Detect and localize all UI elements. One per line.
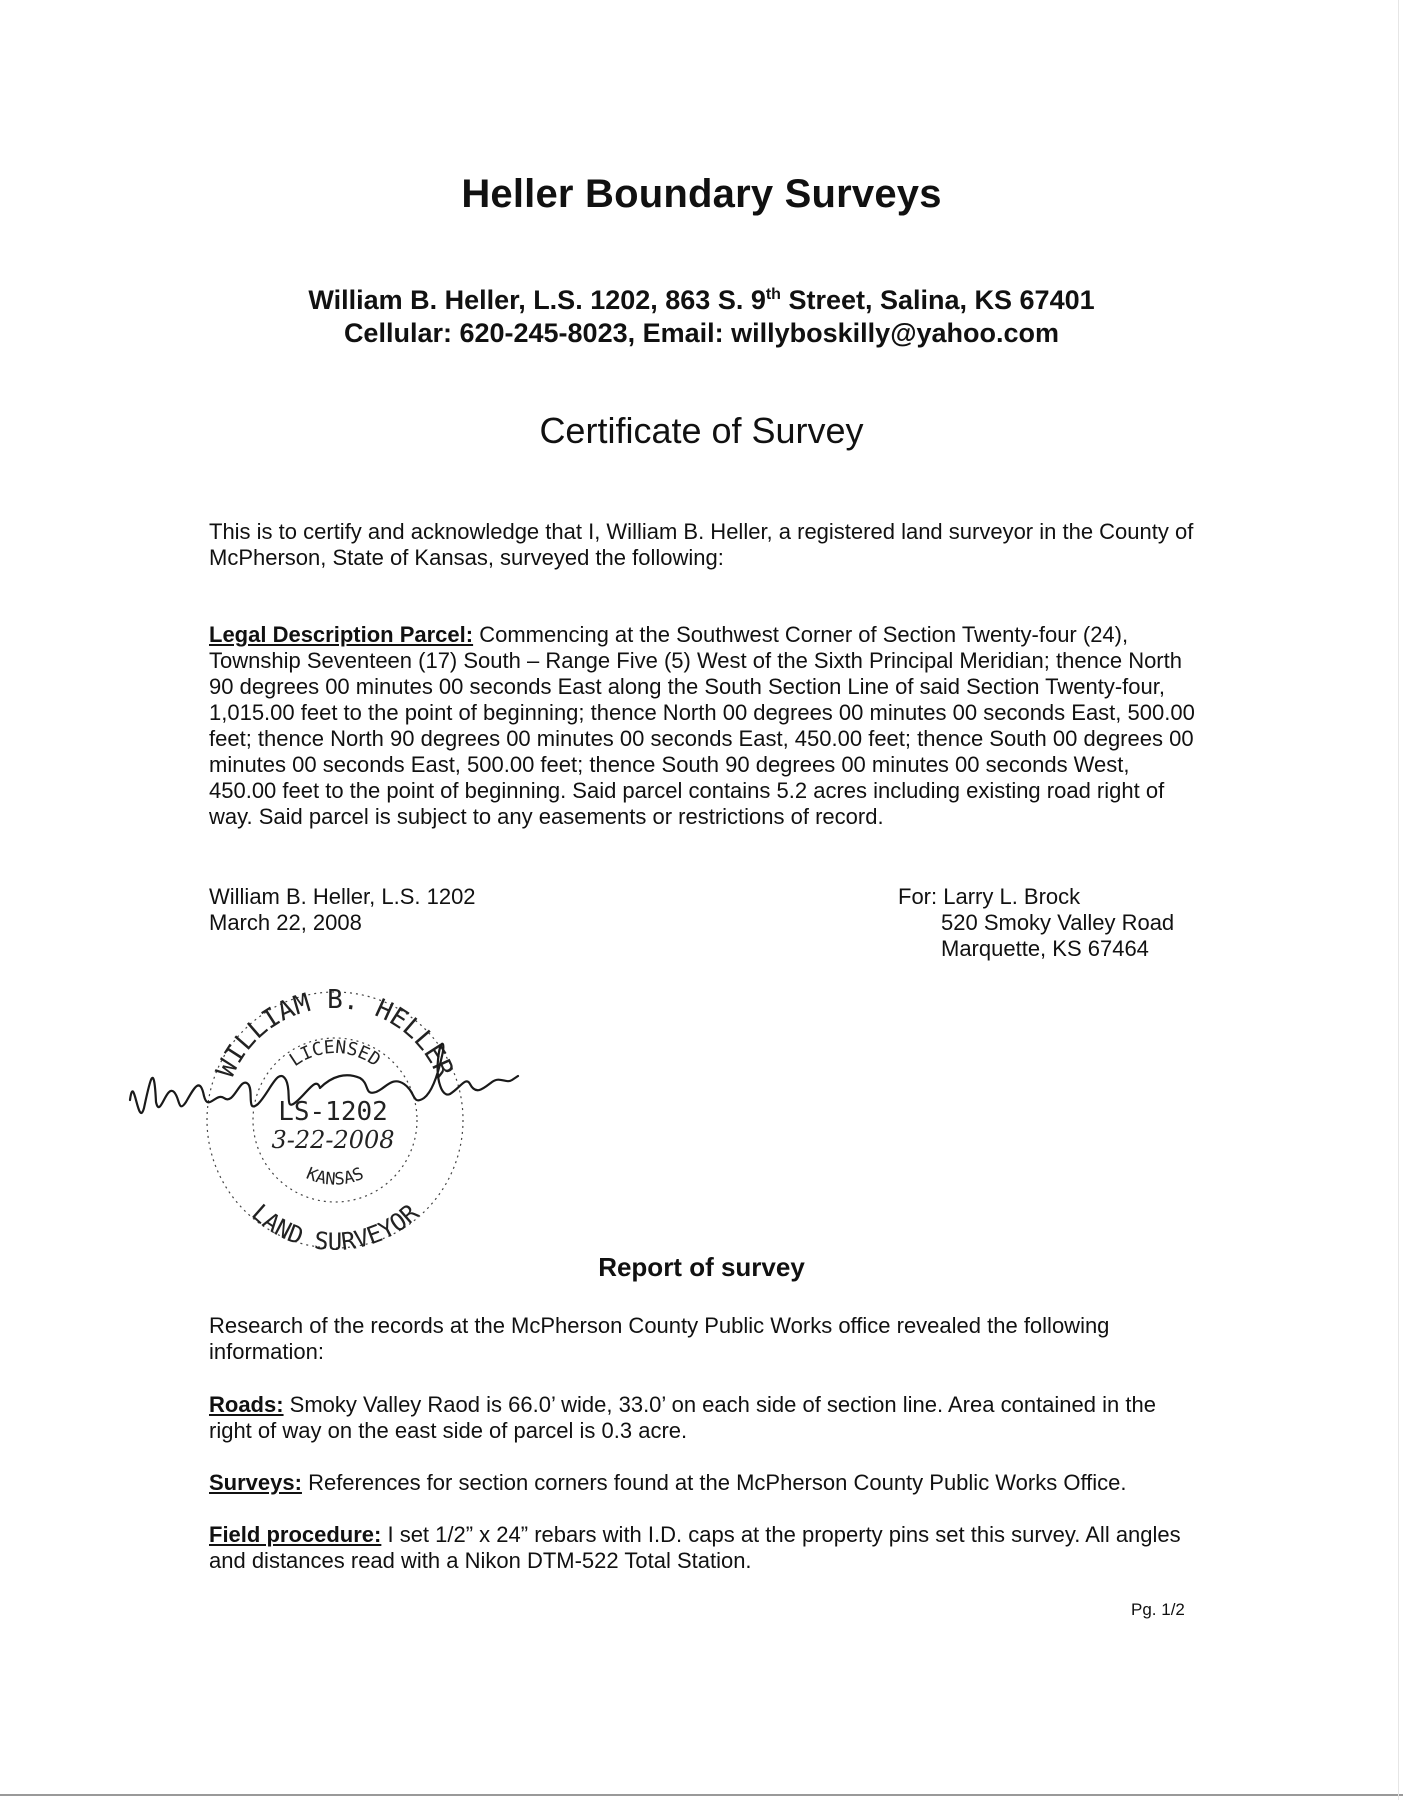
address-line <box>0 284 1403 317</box>
address-line-end: Street, Salina, KS 67401 <box>780 285 1095 315</box>
company-title: Heller Boundary Surveys <box>461 172 942 216</box>
field-procedure-paragraph <box>209 1522 1199 1574</box>
seal-handwritten-date: 3-22-2008 <box>271 1126 395 1154</box>
address-line-start: William B. Heller, L.S. 1202, 863 S. 9 <box>308 285 766 315</box>
address-ordinal-suffix: th <box>765 286 781 303</box>
legal-description-label: Legal Description Parcel: <box>209 622 474 647</box>
legal-description-paragraph <box>209 622 1199 830</box>
client-block <box>898 884 1174 962</box>
field-procedure-label: Field procedure: <box>209 1522 382 1547</box>
certificate-title: Certificate of Survey <box>539 410 864 451</box>
scan-right-edge <box>1398 0 1399 1800</box>
scan-bottom-edge <box>0 1794 1403 1796</box>
seal-top-text: WILLIAM B. HELLER <box>210 985 460 1083</box>
survey-date: March 22, 2008 <box>209 910 362 935</box>
seal-license-number: LS-1202 <box>278 1097 388 1127</box>
seal-licensed-text: LICENSED <box>285 1036 385 1071</box>
surveyor-seal-stamp <box>120 980 520 1250</box>
research-paragraph: Research of the records at the McPherson County Public Works office revealed the following information: <box>209 1313 1110 1364</box>
report-title: Report of survey <box>598 1252 805 1282</box>
surveyor-name: William B. Heller, L.S. 1202 <box>209 884 476 909</box>
seal-bottom-text: LAND SURVEYOR <box>246 1198 424 1250</box>
page-number: Pg. 1/2 <box>1131 1600 1185 1619</box>
seal-state-text: KANSAS <box>303 1163 367 1190</box>
cellular-email-line: Cellular: 620-245-8023, Email: willyboskilly@yahoo.com <box>343 318 1060 348</box>
client-name: For: Larry L. Brock <box>898 884 1081 909</box>
client-street: 520 Smoky Valley Road <box>941 910 1175 935</box>
contact-block <box>0 284 1403 350</box>
roads-label: Roads: <box>209 1392 284 1417</box>
client-city: Marquette, KS 67464 <box>941 936 1149 961</box>
surveys-text: References for section corners found at the McPherson County Public Works Office. <box>301 1470 1127 1495</box>
field-procedure-text: I set 1/2” x 24” rebars with I.D. caps at the property pins set this survey. All angles and distances read with a Nikon DTM-522 Total Station. <box>209 1522 1181 1573</box>
surveys-label: Surveys: <box>209 1470 302 1495</box>
roads-paragraph <box>209 1392 1199 1444</box>
certification-statement: This is to certify and acknowledge that I, William B. Heller, a registered land surveyor in the County of McPherson, State of Kansas, surveyed the following: <box>209 519 1194 570</box>
roads-text: Smoky Valley Raod is 66.0’ wide, 33.0’ on each side of section line. Area contained in the right of way on the east side of parcel is 0.3 acre. <box>209 1392 1156 1443</box>
surveys-paragraph <box>209 1470 1199 1496</box>
legal-description-text: Commencing at the Southwest Corner of Section Twenty-four (24), Township Seventeen (17) South – Range Five (5) West of the Sixth Principal Meridian; thence North 90 degrees 00 minutes 00 seconds East along the South Section Line of said Section Twenty-four, 1,015.00 feet to the point of beginning; thence North 00 degrees 00 minutes 00 seconds East, 500.00 feet; thence North 90 degrees 00 minutes 00 seconds East, 450.00 feet; thence South 00 degrees 00 minutes 00 seconds East, 500.00 feet; thence South 90 degrees 00 minutes 00 seconds West, 450.00 feet to the point of beginning. Said parcel contains 5.2 acres including existing road right of way. Said parcel is subject to any easements or restrictions of record. <box>209 622 1195 829</box>
surveyor-signature-block <box>209 884 476 936</box>
